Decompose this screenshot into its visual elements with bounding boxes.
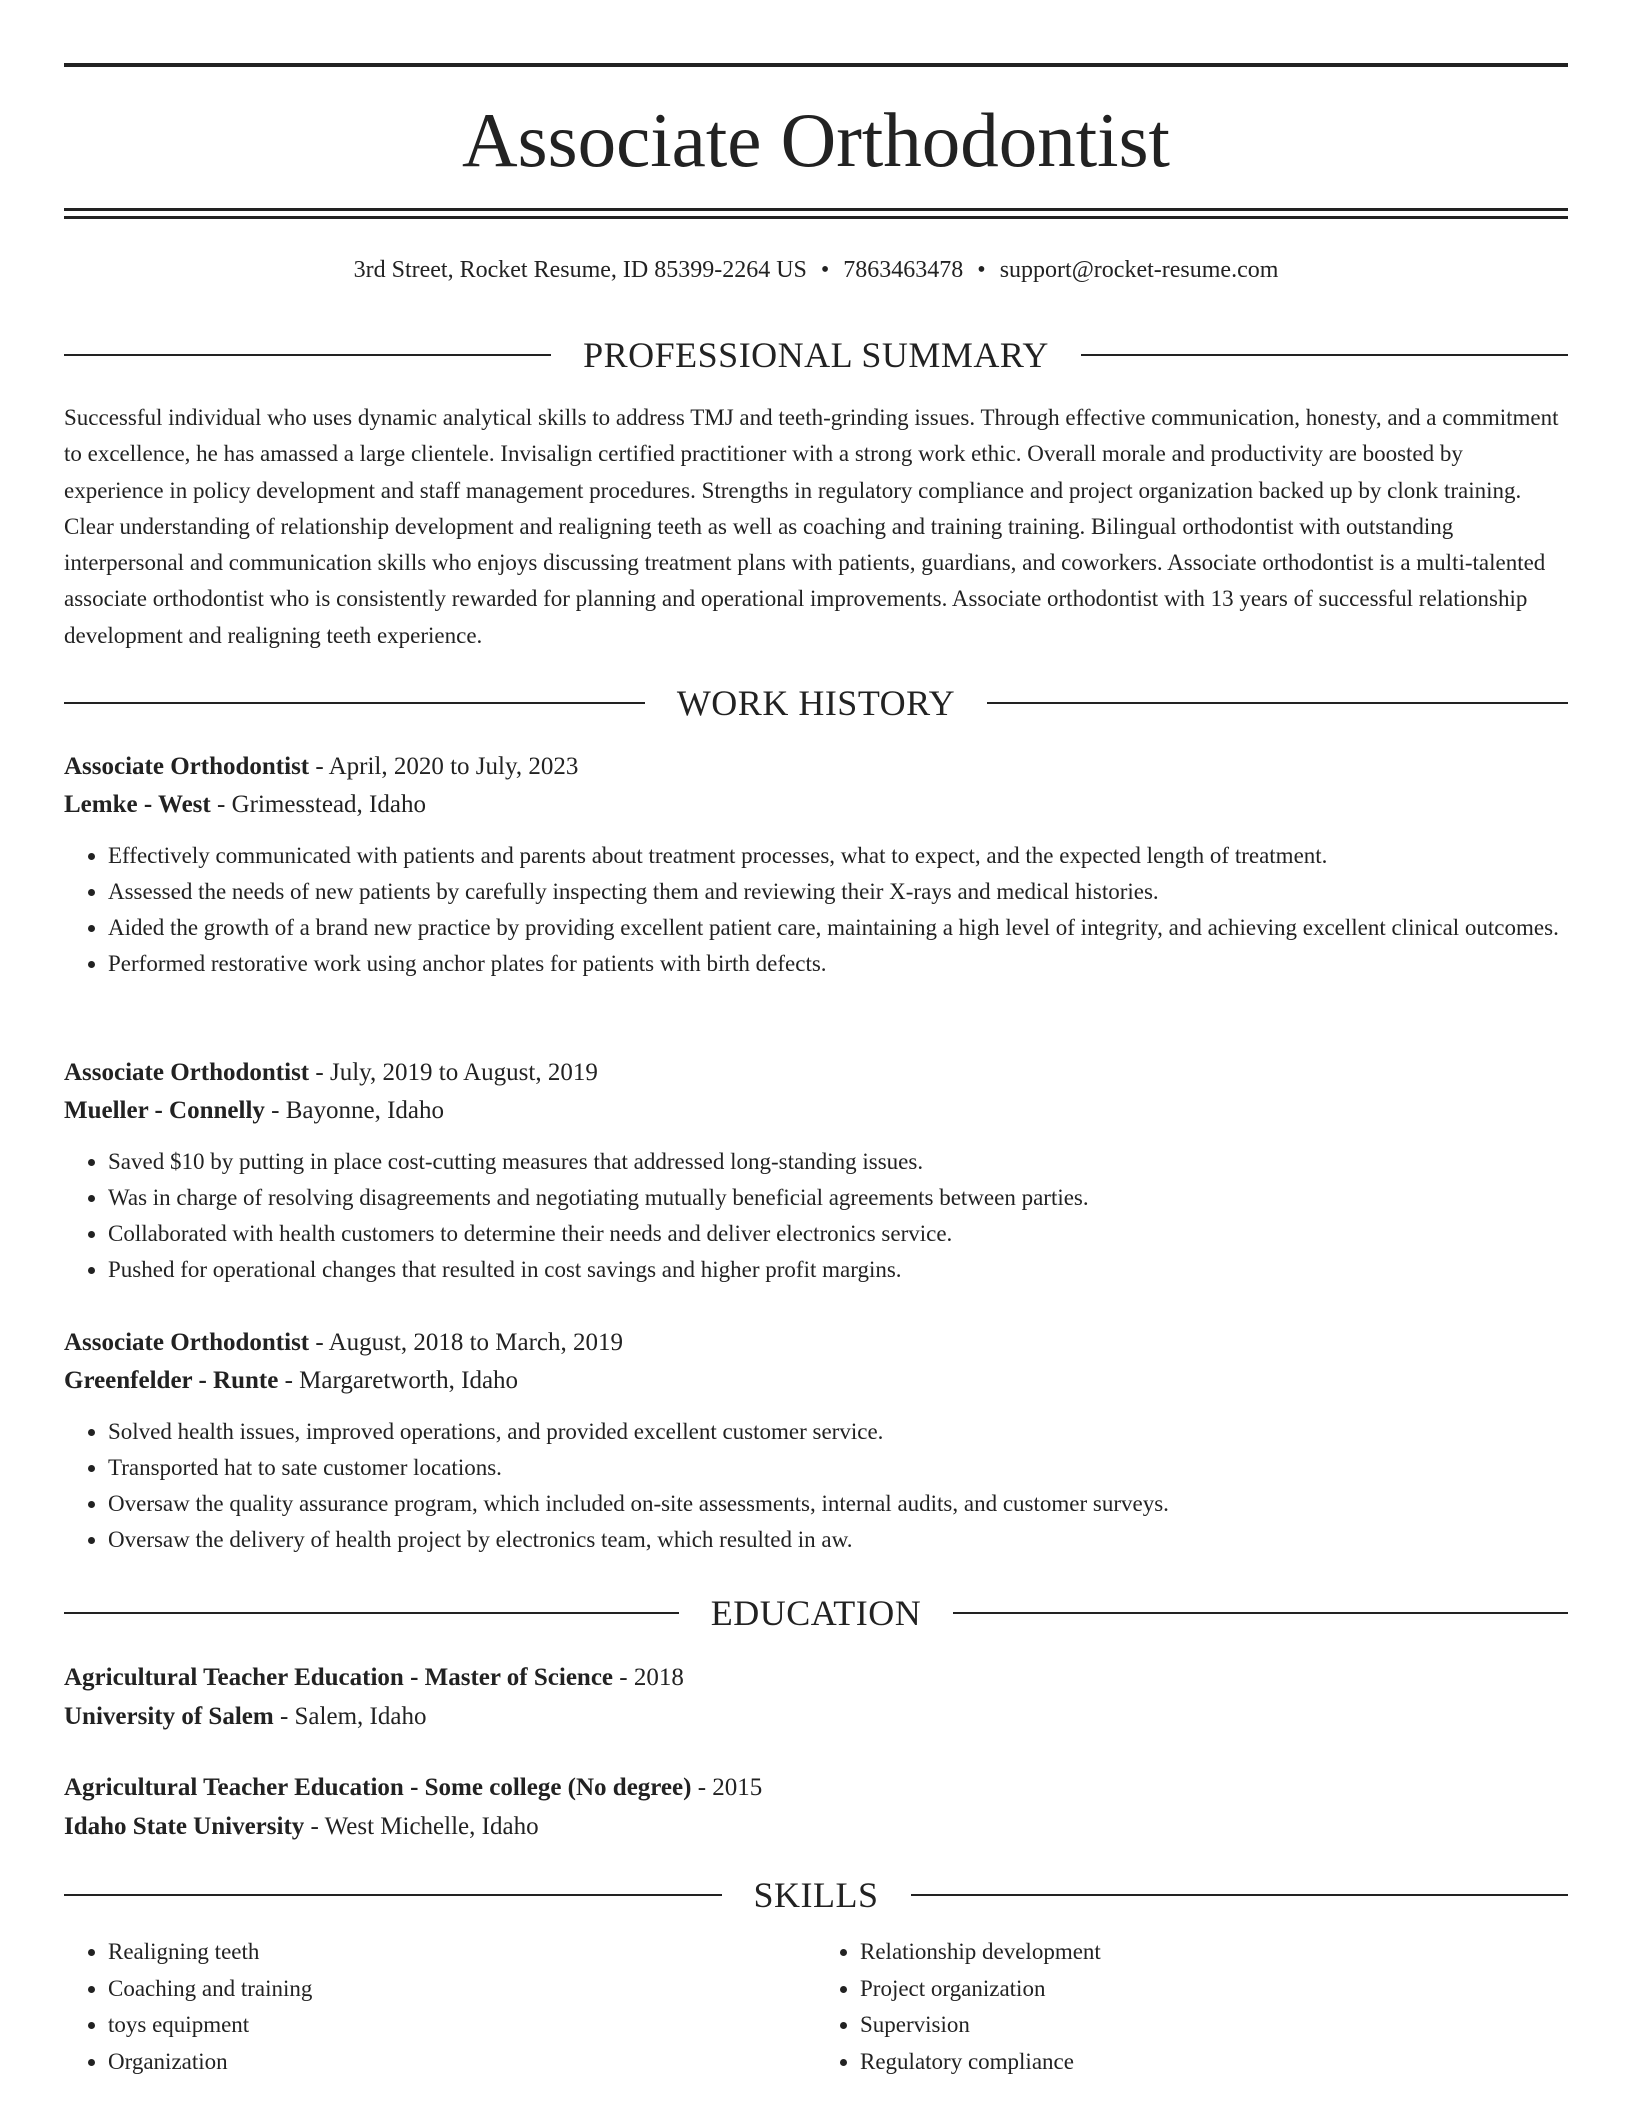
section-heading-label: WORK HISTORY (676, 683, 956, 723)
job-title-line: Associate Orthodontist - August, 2018 to March, 2019 (64, 1329, 624, 1356)
education-degree: Agricultural Teacher Education - Some college (No degree) (64, 1774, 692, 1801)
skill-item: • Organization (108, 2044, 816, 2081)
job-bullet: • Was in charge of resolving disagreements and negotiating mutually beneficial agreements between parties. (108, 1180, 1568, 1216)
skills-column-right (816, 1934, 1568, 2080)
education-entry (64, 1768, 1568, 1846)
job-title-line: Associate Orthodontist - April, 2020 to July, 2023 (64, 753, 579, 780)
job-location: Margaretworth, Idaho (299, 1367, 519, 1394)
heading-rule (911, 1894, 1569, 1896)
heading-rule (1081, 354, 1568, 356)
job-dates: August, 2018 to March, 2019 (328, 1329, 624, 1356)
job-location: Grimesstead, Idaho (231, 791, 426, 818)
job-company-line: Mueller - Connelly - Bayonne, Idaho (64, 1097, 445, 1124)
skill-item: • Supervision (860, 2007, 1568, 2044)
section-heading-education (64, 1591, 1568, 1635)
job-company-line: Greenfelder - Runte - Margaretworth, Idaho (64, 1367, 519, 1394)
job-bullets (64, 838, 1568, 982)
job-bullet: • Aided the growth of a brand new practice by providing excellent patient care, maintaining a high level of integrity, and achieving excellent clinical outcomes. (108, 910, 1568, 946)
job-entry (64, 748, 1568, 982)
job-title: Associate Orthodontist (64, 1059, 310, 1086)
contact-line (64, 255, 1568, 285)
education-year: 2018 (633, 1664, 684, 1691)
contact-separator: • (977, 257, 986, 283)
job-title-line: Associate Orthodontist - July, 2019 to August, 2019 (64, 1059, 598, 1086)
section-heading-skills (64, 1873, 1568, 1917)
job-company: Mueller - Connelly (64, 1097, 265, 1124)
contact-phone: 7863463478 (843, 257, 964, 283)
summary-text: Successful individual who uses dynamic analytical skills to address TMJ and teeth-grinding issues. Through effective communication, honesty, and a commitment to excellence, he has amassed a large clientele. Invisalign certified practitioner with a strong work ethic. Overall morale and productivity are boosted by experience in policy development and staff management procedures. Strengths in regulatory compliance and project organization backed up by clonk training. Clear understanding of relationship development and realigning teeth as well as coaching and training training. Bilingual orthodontist with outstanding interpersonal and communication skills who enjoys discussing treatment plans with patients, guardians, and coworkers. Associate orthodontist is a multi-talented associate orthodontist who is consistently rewarded for planning and operational improvements. Associate orthodontist with 13 years of successful relationship development and realigning teeth experience. (64, 405, 1559, 648)
skills-column-left (64, 1934, 816, 2080)
heading-rule (64, 354, 551, 356)
job-bullet: • Performed restorative work using anchor plates for patients with birth defects. (108, 946, 1568, 982)
job-company: Lemke - West (64, 791, 211, 818)
section-heading-label: EDUCATION (710, 1593, 922, 1633)
job-company: Greenfelder - Runte (64, 1367, 279, 1394)
job-title: Associate Orthodontist (64, 1329, 310, 1356)
skill-item: • Coaching and training (108, 1971, 816, 2008)
job-entry (64, 1054, 1568, 1288)
heading-rule (64, 702, 645, 704)
job-bullet: • Oversaw the quality assurance program, which included on-site assessments, internal audits, and customer surveys. (108, 1486, 1568, 1522)
education-entry (64, 1658, 1568, 1736)
job-bullet: • Transported hat to sate customer locations. (108, 1450, 1568, 1486)
job-title: Associate Orthodontist (64, 753, 310, 780)
section-heading-label: SKILLS (753, 1875, 879, 1915)
heading-rule (953, 1612, 1568, 1614)
job-bullet: • Effectively communicated with patients and parents about treatment processes, what to expect, and the expected length of treatment. (108, 838, 1568, 874)
contact-separator: • (820, 257, 830, 283)
job-company-line: Lemke - West - Grimesstead, Idaho (64, 791, 426, 818)
heading-rule (64, 1894, 722, 1896)
section-heading-summary (64, 333, 1568, 377)
section-heading-work (64, 681, 1568, 725)
job-bullet: • Solved health issues, improved operations, and provided excellent customer service. (108, 1414, 1568, 1450)
skills-list (64, 1934, 1568, 2080)
skill-item: • Project organization (860, 1971, 1568, 2008)
job-location: Bayonne, Idaho (285, 1097, 445, 1124)
education-school: University of Salem (64, 1703, 274, 1730)
skill-item: • Regulatory compliance (860, 2044, 1568, 2081)
education-location: West Michelle, Idaho (324, 1813, 539, 1840)
education-degree-line: Agricultural Teacher Education - Some college (No degree) - 2015 (64, 1774, 763, 1801)
contact-address: 3rd Street, Rocket Resume, ID 85399-2264 US (353, 257, 807, 283)
section-heading-label: PROFESSIONAL SUMMARY (583, 335, 1049, 375)
header-top-rule (64, 63, 1568, 67)
job-bullet: • Saved $10 by putting in place cost-cutting measures that addressed long-standing issues. (108, 1144, 1568, 1180)
job-dates: April, 2020 to July, 2023 (328, 753, 579, 780)
education-degree-line: Agricultural Teacher Education - Master of Science - 2018 (64, 1664, 684, 1691)
header-rule-upper (64, 208, 1568, 211)
job-entry (64, 1324, 1568, 1558)
heading-rule (987, 702, 1568, 704)
contact-email: support@rocket-resume.com (999, 257, 1279, 283)
education-school-line: University of Salem - Salem, Idaho (64, 1703, 427, 1730)
education-location: Salem, Idaho (294, 1703, 427, 1730)
job-bullet: • Oversaw the delivery of health project by electronics team, which resulted in aw. (108, 1522, 1568, 1558)
resume-title: Associate Orthodontist (462, 97, 1170, 183)
skill-item: • Relationship development (860, 1934, 1568, 1971)
heading-rule (64, 1612, 679, 1614)
job-bullets (64, 1414, 1568, 1558)
education-school: Idaho State University (64, 1813, 305, 1840)
job-dates: July, 2019 to August, 2019 (329, 1059, 598, 1086)
job-bullet: • Collaborated with health customers to determine their needs and deliver electronics service. (108, 1216, 1568, 1252)
job-bullet: • Assessed the needs of new patients by carefully inspecting them and reviewing their X-rays and medical histories. (108, 874, 1568, 910)
education-degree: Agricultural Teacher Education - Master of Science (64, 1664, 614, 1691)
header-rule-lower (64, 216, 1568, 219)
education-school-line: Idaho State University - West Michelle, Idaho (64, 1813, 539, 1840)
skill-item: • toys equipment (108, 2007, 816, 2044)
skill-item: • Realigning teeth (108, 1934, 816, 1971)
job-bullets (64, 1144, 1568, 1288)
job-bullet: • Pushed for operational changes that resulted in cost savings and higher profit margins. (108, 1252, 1568, 1288)
education-year: 2015 (712, 1774, 763, 1801)
